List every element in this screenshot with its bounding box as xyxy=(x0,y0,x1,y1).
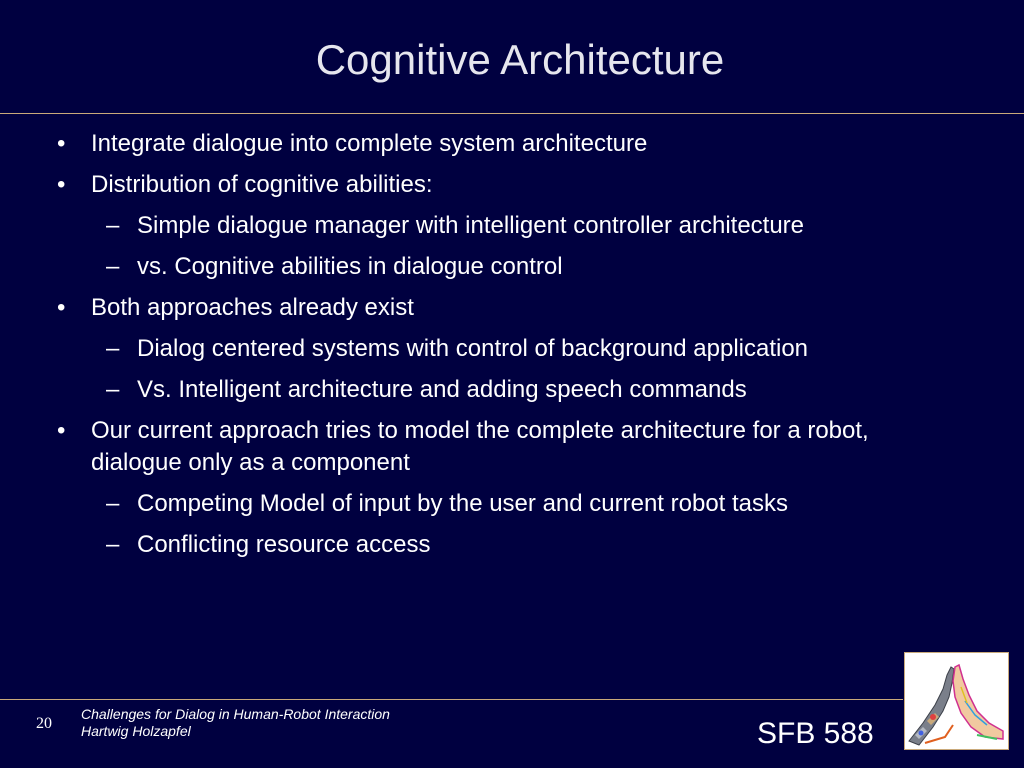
sub-bullet-marker: – xyxy=(106,490,120,517)
bullet-marker: • xyxy=(57,294,66,321)
sub-bullet-item xyxy=(0,333,1024,365)
sub-bullet-text: vs. Cognitive abilities in dialogue control xyxy=(137,253,563,280)
sub-bullet-marker: – xyxy=(106,253,120,280)
sub-bullet-marker: – xyxy=(106,335,120,362)
footer-author: Hartwig Holzapfel xyxy=(81,723,191,739)
bullet-text: Integrate dialogue into complete system architecture xyxy=(91,130,648,157)
bullet-text: Both approaches already exist xyxy=(91,294,414,321)
bullet-item xyxy=(0,415,1024,479)
title-divider xyxy=(0,113,1024,114)
footer-talk-title: Challenges for Dialog in Human-Robot Interaction xyxy=(81,706,390,722)
sub-bullet-text: Competing Model of input by the user and current robot tasks xyxy=(137,490,789,517)
sub-bullet-item xyxy=(0,374,1024,406)
project-label: SFB 588 xyxy=(757,717,874,750)
sub-bullet-marker: – xyxy=(106,212,120,239)
sub-bullet-item xyxy=(0,251,1024,283)
bullet-item xyxy=(0,292,1024,324)
page-number: 20 xyxy=(36,715,52,732)
sub-bullet-text: Dialog centered systems with control of background application xyxy=(137,335,809,362)
sub-bullet-item xyxy=(0,529,1024,561)
bullet-marker: • xyxy=(57,417,66,444)
footer-divider xyxy=(0,699,903,700)
robot-hands-logo-icon xyxy=(904,652,1009,750)
slide-title: Cognitive Architecture xyxy=(315,36,725,83)
sub-bullet-text: Simple dialogue manager with intelligent controller architecture xyxy=(137,212,805,239)
sub-bullet-marker: – xyxy=(106,376,120,403)
sub-bullet-item xyxy=(0,210,1024,242)
bullet-item xyxy=(0,128,1024,160)
bullet-marker: • xyxy=(57,130,66,157)
sub-bullet-item xyxy=(0,488,1024,520)
bullet-marker: • xyxy=(57,171,66,198)
bullet-list xyxy=(0,128,1024,570)
bullet-text: Distribution of cognitive abilities: xyxy=(91,171,433,198)
sub-bullet-text: Conflicting resource access xyxy=(137,531,431,558)
sub-bullet-marker: – xyxy=(106,531,120,558)
bullet-text: Our current approach tries to model the complete architecture for a robot, dialogue only as a component xyxy=(91,417,869,476)
footer-credits xyxy=(81,706,390,740)
sub-bullet-text: Vs. Intelligent architecture and adding speech commands xyxy=(137,376,747,403)
bullet-item xyxy=(0,169,1024,201)
